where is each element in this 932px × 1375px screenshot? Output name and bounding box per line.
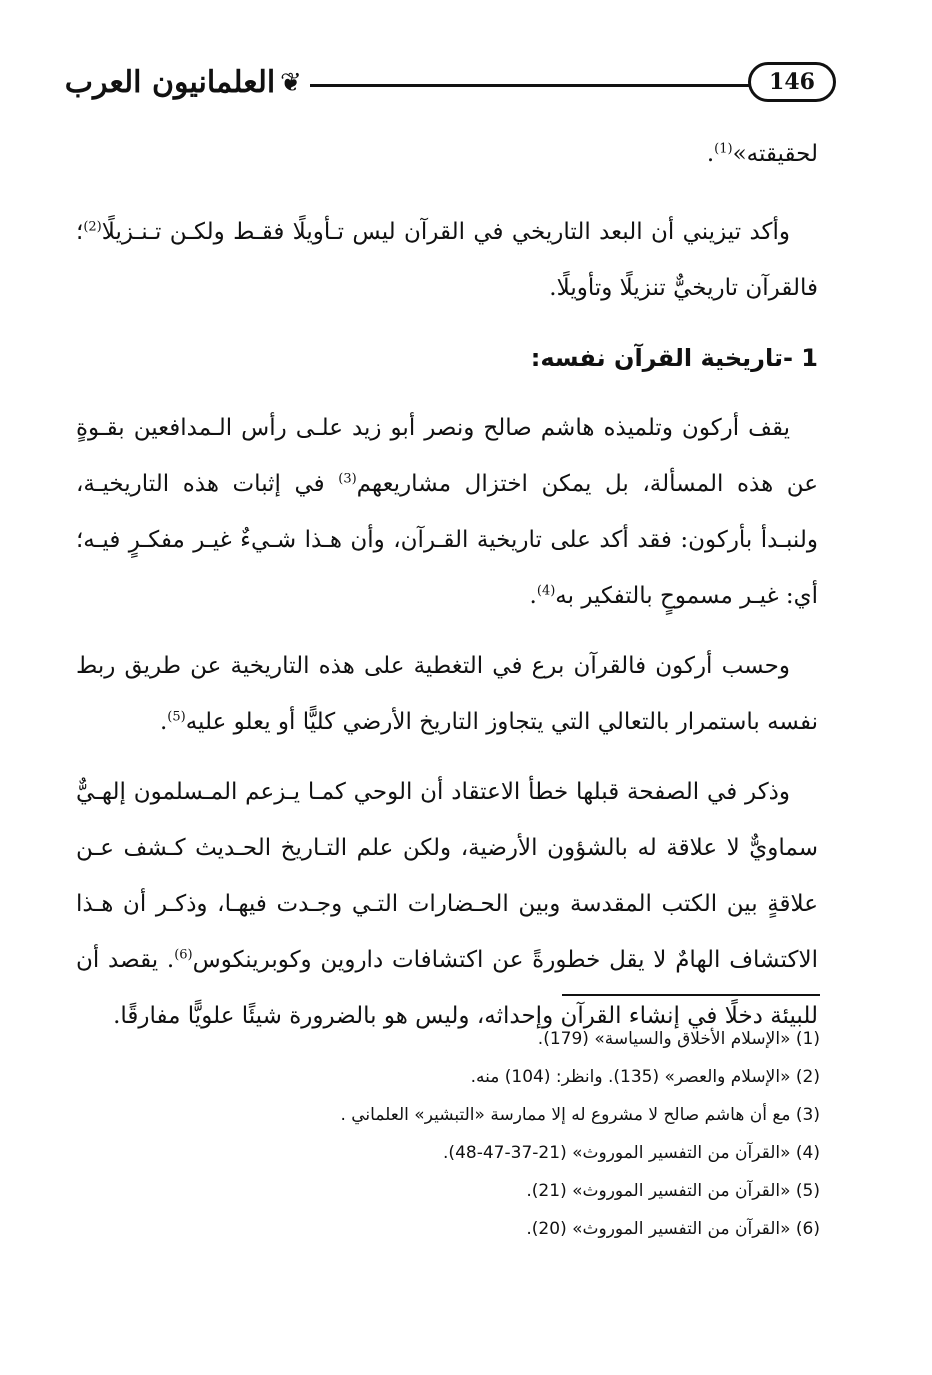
footnote-ref: (2) [83,219,102,235]
paragraph-2: يقف أركون وتلميذه هاشم صالح ونصر أبو زيد علـى رأس الـمدافعين بقـوةٍ عن هذه المسألة، بل يمكن اختزال مشاريعهم$^{(3)}$ في إثبات هذه التاريخيـة، ولنبـدأ بأركون: فقد أكد على تاريخية القـرآن، وأن هـذا شـيءٌ غيـر مفكـرٍ فيـه؛ أي: غيـر مسموحٍ بالتفكير به$^{(4)}$. [76,415,818,609]
footnote-3: (3) مع أن هاشم صالح لا مشروع له إلا ممارسة «التبشير» العلماني . [340,1105,820,1125]
footnote-5: (5) «القرآن من التفسير الموروث» (21). [526,1181,820,1201]
paragraph-3: وحسب أركون فالقرآن برع في التغطية على هذه التاريخية عن طريق ربط نفسه باستمرار بالتعالي التي يتجاوز التاريخ الأرضي كليًّا أو يعلو عليه$^{(5)}$. [76,653,818,735]
paragraph-1: وأكد تيزيني أن البعد التاريخي في القرآن ليس تـأويلًا فقـط ولكـن تـنـزيلًا$^{(2)}$؛ فالقرآن تاريخيٌّ تنزيلًا وتأويلًا. [76,219,818,301]
page-header [60,62,820,112]
section-heading: 1 -تاريخية القرآن نفسه: [530,344,818,372]
footnote-6: (6) «القرآن من التفسير الموروث» (20). [526,1219,820,1239]
footnote-ref: (4) [536,583,556,599]
footnote-1: (1) «الإسلام الأخلاق والسياسة» (179). [537,1029,820,1049]
book-title: العلمانيون العرب [64,65,276,100]
footnotes [200,1020,820,1248]
body-text [76,126,818,1044]
continuation-line: لحقيقته»$^{(1)}$. [706,141,818,167]
footnote-separator [562,994,820,996]
paragraph-4: وذكر في الصفحة قبلها خطأ الاعتقاد أن الوحي كمـا يـزعم المـسلمون إلهـيٌّ سماويٌّ لا علاقة له بالشؤون الأرضية، ولكن علم التـاريخ الحـديث كـشف عـن علاقةٍ بين الكتب المقدسة وبين الحـضارات التـي وجـدت فيهـا، وذكـر أن هـذا الاكتشاف الهامٌ لا يقل خطورةً عن اكتشافات داروين وكوبرينكوس$^{(6)}$. يقصد أن للبيئة دخلًا في إنشاء القرآن وإحداثه، وليس هو بالضرورة شيئًا علويًّا مفارقًا. [76,779,818,1029]
header-rule [310,84,750,87]
footnote-ref: (6) [174,947,193,963]
footnote-2: (2) «الإسلام والعصر» (135). وانظر: (104) منه. [470,1067,820,1087]
footnote-4: (4) «القرآن من التفسير الموروث» (21-37-47-48). [443,1143,820,1163]
footnote-ref: (1) [714,141,733,157]
page-number: 146 [748,62,836,102]
footnote-ref: (5) [167,709,186,725]
footnote-ref: (3) [338,471,357,487]
ornament-icon: ❦ [280,68,302,98]
